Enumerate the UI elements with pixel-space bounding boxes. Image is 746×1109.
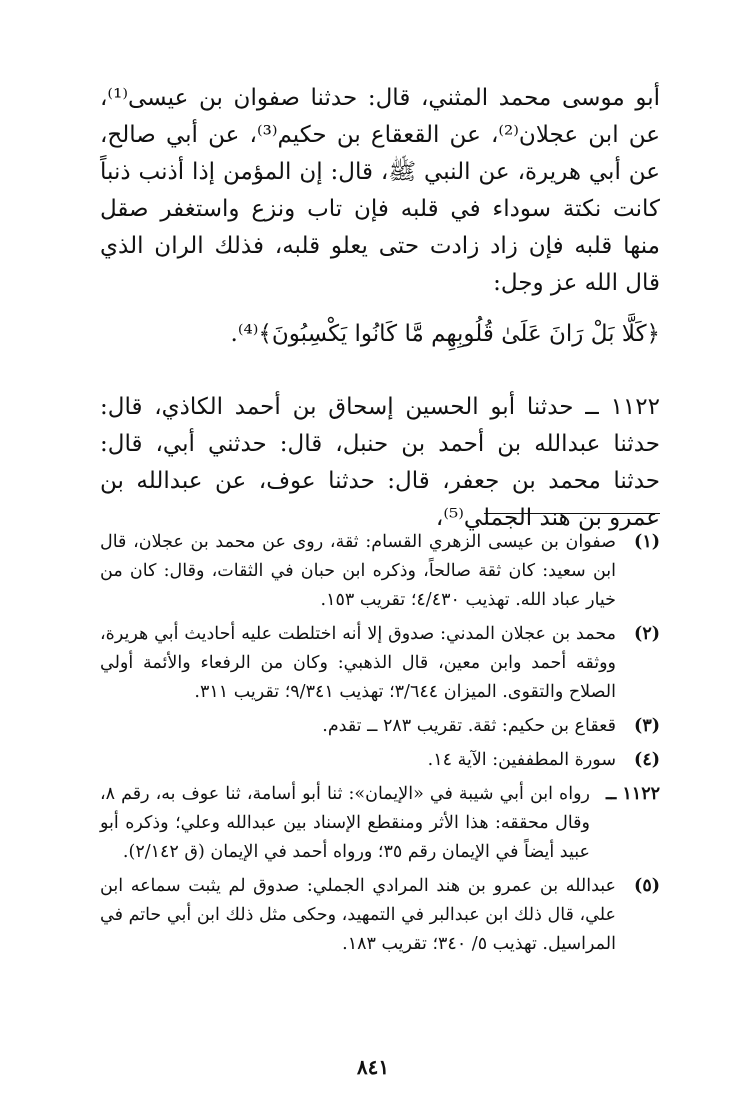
footnote-number: ١١٢٢ ــ bbox=[606, 784, 660, 804]
footnote-text: عبدالله بن عمرو بن هند المرادي الجملي: صدوق لم يثبت سماعه ابن علي، قال ذلك ابن عبدالبر في التمهيد، وحكى مثل ذلك ابن أبي حاتم في المراسيل. تهذيب ٥/ ٣٤٠؛ تقريب ١٨٣. bbox=[100, 876, 616, 954]
footnote-5 bbox=[100, 872, 660, 959]
quran-verse: ﴿كَلَّا بَلْ رَانَ عَلَىٰ قُلُوبِهِم مَّا كَانُوا يَكْسِبُونَ﴾⁽⁴⁾. bbox=[230, 321, 660, 347]
footnote-text: رواه ابن أبي شيبة في «الإيمان»: ثنا أبو أسامة، ثنا عوف به، رقم ٨، وقال محققه: هذا الأثر ومنقطع الإسناد بين عبدالله وعلي؛ وذكره أبو عبيد أيضاً في الإيمان رقم ٣٥؛ ورواه أحمد في الإيمان (ق ٢/١٤٢). bbox=[100, 784, 590, 862]
page-number: ٨٤١ bbox=[356, 1055, 390, 1079]
paragraph-2: ١١٢٢ ــ حدثنا أبو الحسين إسحاق بن أحمد الكاذي، قال: حدثنا عبدالله بن أحمد بن حنبل، قال: حدثني أبي، قال: حدثنا محمد بن جعفر، قال: حدثنا عوف، عن عبدالله بن عمرو بن هند الجملي⁽⁵⁾، bbox=[100, 394, 660, 531]
footnote-text: صفوان بن عيسى الزهري القسام: ثقة، روى عن محمد بن عجلان، قال ابن سعيد: كان ثقة صالحاً، وذكره ابن حبان في الثقات، وقال: كان من خيار عباد الله. تهذيب ٤/٤٣٠؛ تقريب ١٥٣. bbox=[100, 532, 616, 610]
footnote-1122 bbox=[100, 780, 660, 867]
footnote-separator bbox=[484, 513, 660, 514]
footnotes bbox=[100, 528, 660, 964]
footnote-number: (٤) bbox=[634, 750, 660, 770]
footnote-text: محمد بن عجلان المدني: صدوق إلا أنه اختلطت عليه أحاديث أبي هريرة، ووثقه أحمد وابن معين، قال الذهبي: وكان من الرفعاء والأئمة أولي الصلاح والتقوى. الميزان ٣/٦٤٤؛ تهذيب ٩/٣٤١؛ تقريب ٣١١. bbox=[100, 624, 616, 702]
footnote-number: (٣) bbox=[634, 716, 660, 736]
footnote-number: (١) bbox=[634, 532, 660, 552]
footnote-text: سورة المطففين: الآية ١٤. bbox=[427, 750, 616, 770]
footnote-3 bbox=[100, 712, 660, 741]
footnote-1 bbox=[100, 528, 660, 615]
paragraph-1: أبو موسى محمد المثني، قال: حدثنا صفوان بن عيسى⁽¹⁾، عن ابن عجلان⁽²⁾، عن القعقاع بن حكيم⁽³⁾، عن أبي صالح، عن أبي هريرة، عن النبي ﷺ، قال: إن المؤمن إذا أذنب ذنباً كانت نكتة سوداء في قلبه فإن تاب ونزع واستغفر صقل منها قلبه فإن زاد زادت حتى يعلو قلبه، فذلك الران الذي قال الله عز وجل: bbox=[100, 85, 660, 296]
footnote-text: قعقاع بن حكيم: ثقة. تقريب ٢٨٣ ــ تقدم. bbox=[322, 716, 616, 736]
footnote-number: (٢) bbox=[634, 624, 660, 644]
main-text bbox=[100, 80, 660, 537]
footnote-4 bbox=[100, 746, 660, 775]
footnote-2 bbox=[100, 620, 660, 707]
footnote-number: (٥) bbox=[634, 876, 660, 896]
